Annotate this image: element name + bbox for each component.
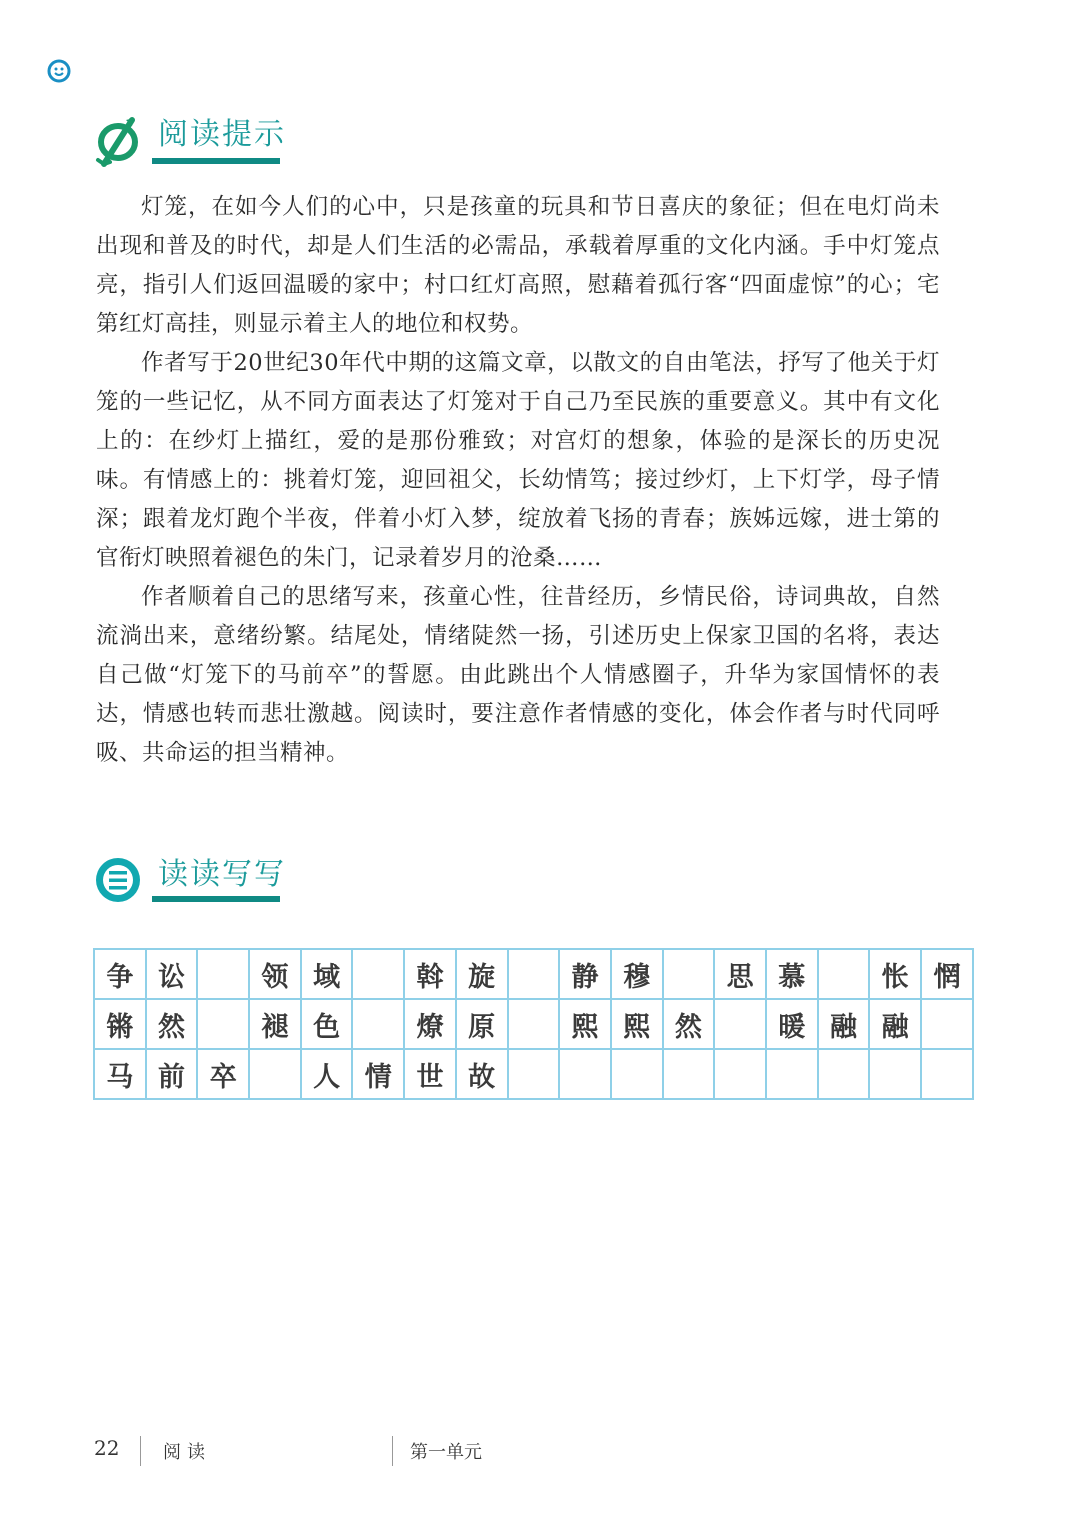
grid-row <box>94 999 973 1049</box>
grid-cell <box>508 1049 560 1099</box>
grid-cell: 色 <box>301 999 353 1049</box>
divider <box>392 1436 393 1466</box>
grid-cell <box>714 1049 766 1099</box>
grid-cell: 暖 <box>766 999 818 1049</box>
footer-section: 阅读 <box>163 1442 211 1463</box>
grid-cell: 融 <box>869 999 921 1049</box>
grid-cell: 前 <box>146 1049 198 1099</box>
grid-cell: 静 <box>559 949 611 999</box>
grid-cell <box>249 1049 301 1099</box>
grid-cell <box>714 999 766 1049</box>
grid-cell <box>921 999 973 1049</box>
grid-cell: 熙 <box>559 999 611 1049</box>
divider <box>140 1436 141 1466</box>
grid-cell: 慕 <box>766 949 818 999</box>
title-underline <box>152 896 280 902</box>
grid-cell <box>559 1049 611 1099</box>
grid-cell: 情 <box>352 1049 404 1099</box>
grid-cell: 怅 <box>869 949 921 999</box>
grid-cell: 穆 <box>611 949 663 999</box>
grid-cell: 马 <box>94 1049 146 1099</box>
grid-cell: 融 <box>818 999 870 1049</box>
grid-cell <box>818 949 870 999</box>
grid-cell <box>663 949 715 999</box>
grid-cell <box>352 949 404 999</box>
grid-cell: 领 <box>249 949 301 999</box>
number-three-icon <box>94 856 142 904</box>
footer-unit: 第一单元 <box>410 1442 482 1463</box>
grid-cell: 燎 <box>404 999 456 1049</box>
read-write-title: 读读写写 <box>158 857 286 892</box>
paragraph: 作者写于20世纪30年代中期的这篇文章，以散文的自由笔法，抒写了他关于灯笼的一些记忆，从不同方面表达了灯笼对于自己乃至民族的重要意义。其中有文化上的：在纱灯上描红，爱的是那份雅致；对宫灯的想象，体验的是深长的历史况味。有情感上的：挑着灯笼，迎回祖父，长幼情笃；接过纱灯，上下灯学，母子情深；跟着龙灯跑个半夜，伴着小灯入梦，绽放着飞扬的青春；族姊远嫁，进士第的官衔灯映照着褪色的朱门，记录着岁月的沧桑…… <box>96 350 940 571</box>
grid-cell <box>508 949 560 999</box>
swirl-arrow-icon <box>94 116 144 168</box>
grid-cell: 褪 <box>249 999 301 1049</box>
grid-cell: 斡 <box>404 949 456 999</box>
grid-cell: 世 <box>404 1049 456 1099</box>
title-underline <box>152 158 280 164</box>
grid-cell <box>352 999 404 1049</box>
grid-cell <box>663 1049 715 1099</box>
reading-tips-header <box>94 112 286 168</box>
paragraph: 灯笼，在如今人们的心中，只是孩童的玩具和节日喜庆的象征；但在电灯尚未出现和普及的时代，却是人们生活的必需品，承载着厚重的文化内涵。手中灯笼点亮，指引人们返回温暖的家中；村口红灯高照，慰藉着孤行客“四面虚惊”的心；宅第红灯高挂，则显示着主人的地位和权势。 <box>96 194 940 337</box>
grid-cell <box>869 1049 921 1099</box>
smiley-icon <box>47 59 71 83</box>
grid-cell: 熙 <box>611 999 663 1049</box>
grid-cell <box>611 1049 663 1099</box>
grid-cell: 旋 <box>456 949 508 999</box>
grid-cell <box>818 1049 870 1099</box>
grid-cell <box>508 999 560 1049</box>
read-write-header <box>94 852 286 908</box>
grid-cell: 然 <box>146 999 198 1049</box>
grid-cell <box>766 1049 818 1099</box>
grid-cell: 锵 <box>94 999 146 1049</box>
grid-cell: 卒 <box>197 1049 249 1099</box>
grid-row <box>94 949 973 999</box>
paragraph: 作者顺着自己的思绪写来，孩童心性，往昔经历，乡情民俗，诗词典故，自然流淌出来，意绪纷繁。结尾处，情绪陡然一扬，引述历史上保家卫国的名将，表达自己做“灯笼下的马前卒”的誓愿。由此跳出个人情感圈子，升华为家国情怀的表达，情感也转而悲壮激越。阅读时，要注意作者情感的变化，体会作者与时代同呼吸、共命运的担当精神。 <box>96 584 940 766</box>
reading-tips-body <box>96 188 940 773</box>
grid-cell: 域 <box>301 949 353 999</box>
grid-cell: 人 <box>301 1049 353 1099</box>
grid-cell: 惘 <box>921 949 973 999</box>
grid-cell: 讼 <box>146 949 198 999</box>
vocabulary-grid <box>93 948 974 1100</box>
grid-cell: 思 <box>714 949 766 999</box>
grid-cell: 然 <box>663 999 715 1049</box>
grid-cell: 故 <box>456 1049 508 1099</box>
grid-cell <box>197 999 249 1049</box>
reading-tips-title: 阅读提示 <box>158 117 286 152</box>
page-footer <box>0 1434 1080 1474</box>
page-number: 22 <box>94 1436 120 1460</box>
grid-cell: 争 <box>94 949 146 999</box>
grid-cell <box>921 1049 973 1099</box>
grid-cell: 原 <box>456 999 508 1049</box>
grid-cell <box>197 949 249 999</box>
grid-row <box>94 1049 973 1099</box>
